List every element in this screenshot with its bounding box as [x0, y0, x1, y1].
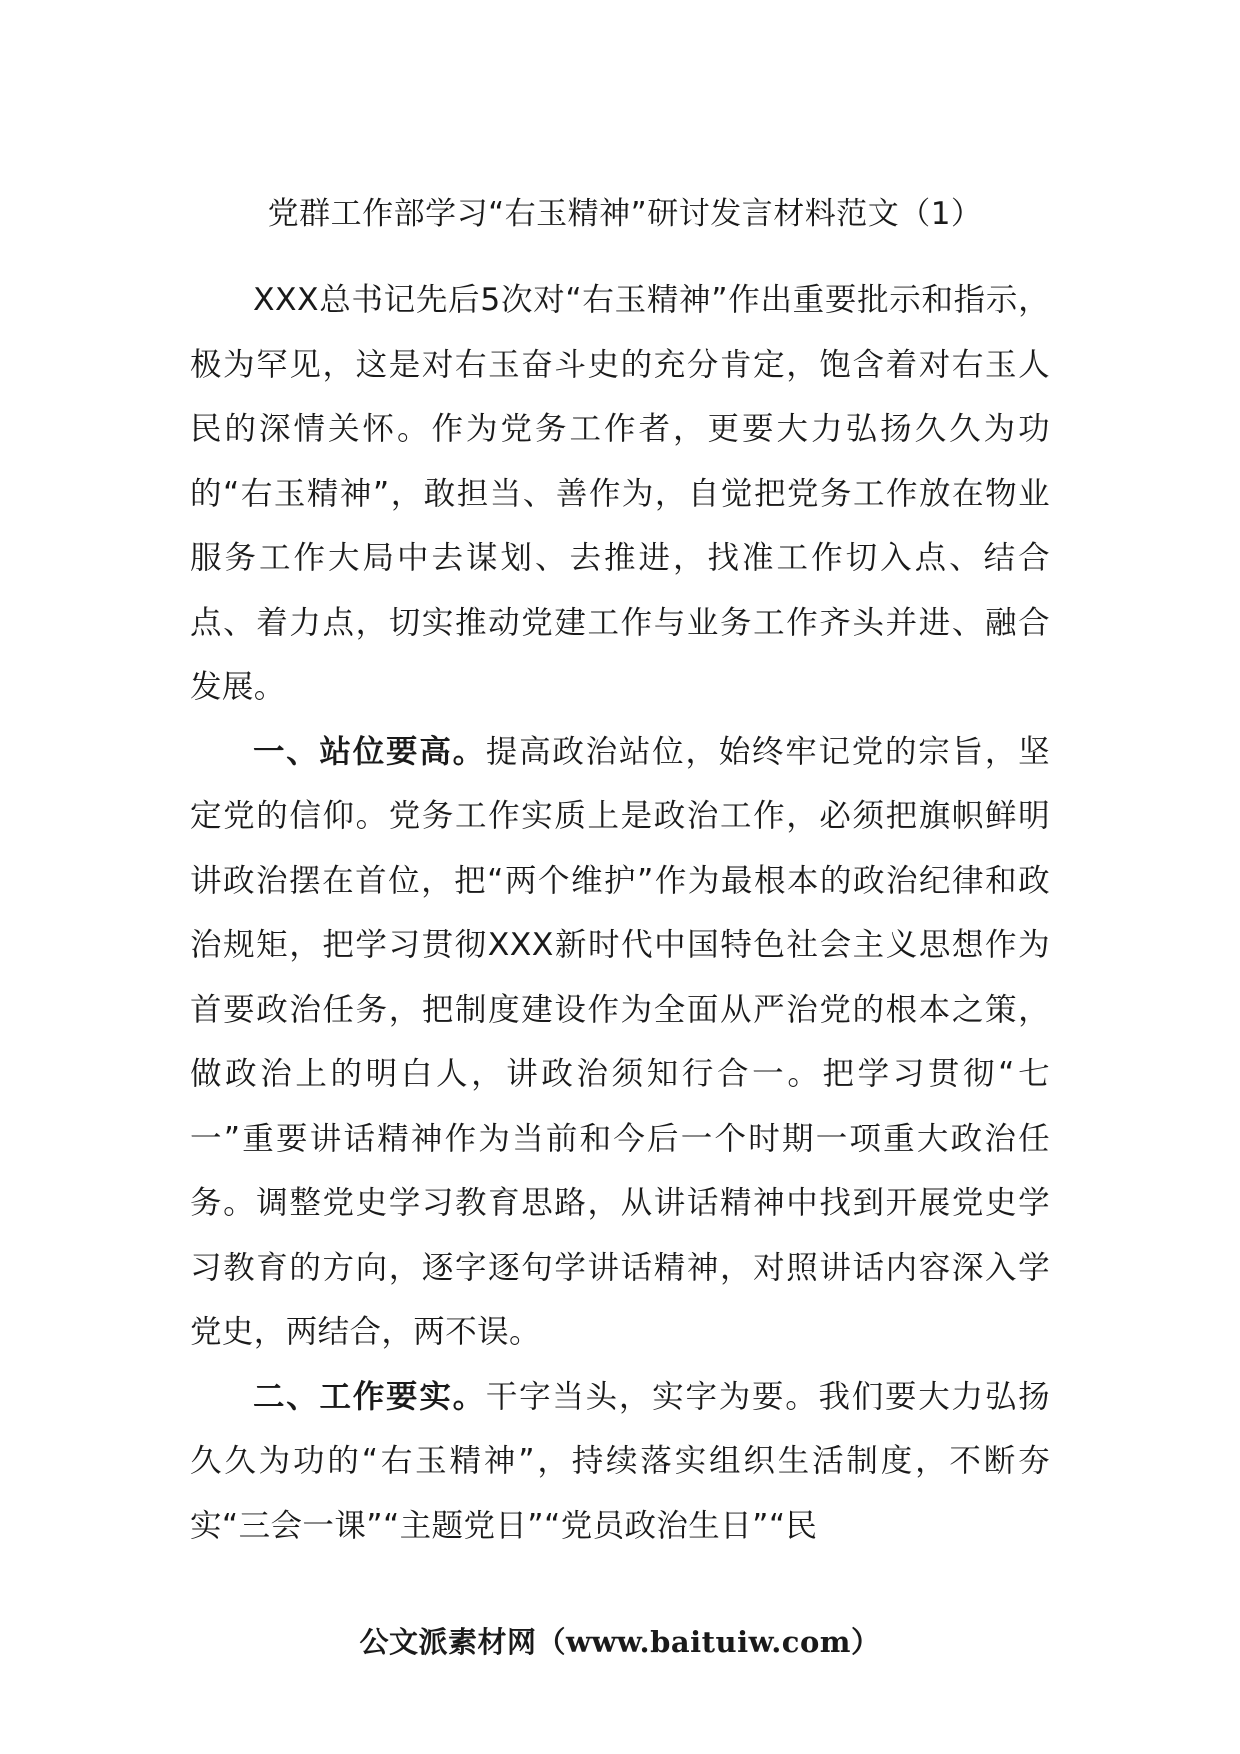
section-1-paragraph	[190, 720, 1050, 1365]
section-1-heading: 一、站位要高。	[253, 733, 486, 770]
section-2-text: 干字当头，实字为要。我们要大力弘扬久久为功的“右玉精神”，持续落实组织生活制度，不断夯实“三会一课”“主题党日”“党员政治生日”“民	[190, 1378, 1050, 1544]
section-2-heading: 二、工作要实。	[253, 1378, 486, 1415]
document-title: 党群工作部学习“右玉精神”研讨发言材料范文（1）	[267, 196, 983, 232]
document-body	[190, 268, 1050, 1558]
section-1-text: 提高政治站位，始终牢记党的宗旨，坚定党的信仰。党务工作实质上是政治工作，必须把旗帜鲜明讲政治摆在首位，把“两个维护”作为最根本的政治纪律和政治规矩，把学习贯彻XXX新时代中国特色社会主义思想作为首要政治任务，把制度建设作为全面从严治党的根本之策，做政治上的明白人，讲政治须知行合一。把学习贯彻“七一”重要讲话精神作为当前和今后一个时期一项重大政治任务。调整党史学习教育思路，从讲话精神中找到开展党史学习教育的方向，逐字逐句学讲话精神，对照讲话内容深入学党史，两结合，两不误。	[190, 733, 1050, 1350]
footer-source: 公文派素材网（www.baituiw.com）	[359, 1625, 881, 1659]
intro-paragraph: XXX总书记先后5次对“右玉精神”作出重要批示和指示，极为罕见，这是对右玉奋斗史的充分肯定，饱含着对右玉人民的深情关怀。作为党务工作者，更要大力弘扬久久为功的“右玉精神”，敢担当、善作为，自觉把党务工作放在物业服务工作大局中去谋划、去推进，找准工作切入点、结合点、着力点，切实推动党建工作与业务工作齐头并进、融合发展。	[190, 282, 1050, 705]
section-2-paragraph	[190, 1365, 1050, 1559]
